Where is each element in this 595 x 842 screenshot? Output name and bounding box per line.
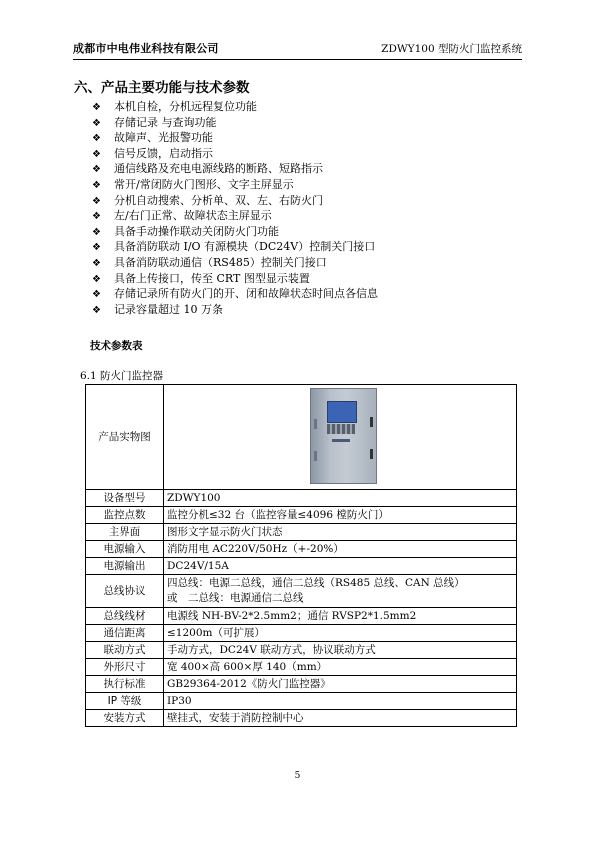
- list-item: [92, 208, 378, 224]
- row-value: 电源线 NH-BV-2*2.5mm2；通信 RVSP2*1.5mm2: [164, 608, 517, 625]
- row-value: 图形文字显示防火门状态: [164, 524, 517, 541]
- list-item: [92, 224, 378, 240]
- feature-text: 分机自动搜索、分析单、双、左、右防火门: [114, 193, 323, 207]
- feature-text: 通信线路及充电电源线路的断路、短路指示: [114, 162, 323, 176]
- list-item: [92, 239, 378, 255]
- row-value: ≤1200m（可扩展）: [164, 625, 517, 642]
- table-row: [86, 575, 517, 608]
- row-value: 壁挂式，安装于消防控制中心: [164, 710, 517, 727]
- feature-text: 存储记录所有防火门的开、闭和故障状态时间点各信息: [114, 287, 378, 301]
- table-row: [86, 642, 517, 659]
- row-value: [164, 575, 517, 608]
- diamond-bullet-icon: ❖: [92, 289, 101, 301]
- row-label: 主界面: [86, 524, 164, 541]
- section-title: 六、产品主要功能与技术参数: [74, 80, 250, 96]
- diamond-bullet-icon: ❖: [92, 117, 101, 129]
- keypad-icon: [327, 424, 355, 434]
- lock-icon: [370, 417, 373, 427]
- diamond-bullet-icon: ❖: [92, 133, 101, 145]
- list-item: [92, 99, 378, 115]
- table-row: [86, 558, 517, 575]
- row-value: 监控分机≤32 台（监控容量≤4096 樘防火门）: [164, 507, 517, 524]
- list-item: [92, 302, 378, 318]
- photo-label: 产品实物图: [86, 385, 164, 490]
- diamond-bullet-icon: ❖: [92, 257, 101, 269]
- list-item: [92, 193, 378, 209]
- list-item: [92, 255, 378, 271]
- row-label: 电源输出: [86, 558, 164, 575]
- lcd-screen-icon: [327, 401, 357, 423]
- row-value: 宽 400×高 600×厚 140（mm）: [164, 659, 517, 676]
- diamond-bullet-icon: ❖: [92, 242, 101, 254]
- table-row: [86, 693, 517, 710]
- row-value: ZDWY100: [164, 490, 517, 507]
- feature-text: 信号反馈，启动指示: [114, 146, 213, 160]
- row-label: 安装方式: [86, 710, 164, 727]
- list-item: [92, 177, 378, 193]
- hinge-icon: [314, 451, 317, 461]
- photo-cell: [164, 385, 517, 490]
- list-item: [92, 146, 378, 162]
- row-value-line: 四总线：电源二总线，通信二总线（RS485 总线、CAN 总线）: [167, 577, 465, 589]
- feature-text: 记录容量超过 10 万条: [114, 302, 223, 316]
- list-item: [92, 286, 378, 302]
- page-header: [73, 42, 522, 56]
- feature-list: [92, 99, 378, 317]
- diamond-bullet-icon: ❖: [92, 273, 101, 285]
- lock-icon: [370, 449, 373, 459]
- feature-text: 左/右门正常、故障状态主屏显示: [114, 209, 272, 223]
- document-title: ZDWY100 型防火门监控系统: [381, 43, 522, 55]
- row-value: DC24V/15A: [164, 558, 517, 575]
- row-label: 联动方式: [86, 642, 164, 659]
- spec-table: [85, 384, 517, 727]
- row-label: 监控点数: [86, 507, 164, 524]
- table-row-photo: [86, 385, 517, 490]
- feature-text: 故障声、光报警功能: [114, 131, 213, 145]
- diamond-bullet-icon: ❖: [92, 164, 101, 176]
- diamond-bullet-icon: ❖: [92, 179, 101, 191]
- table-row: [86, 507, 517, 524]
- table-caption: 6.1 防火门监控器: [80, 370, 164, 382]
- row-value: GB29364-2012《防火门监控器》: [164, 676, 517, 693]
- table-row: [86, 676, 517, 693]
- hinge-icon: [314, 419, 317, 429]
- table-row: [86, 710, 517, 727]
- diamond-bullet-icon: ❖: [92, 102, 101, 113]
- row-label: 总线协议: [86, 575, 164, 608]
- page-number: 5: [294, 771, 301, 781]
- diamond-bullet-icon: ❖: [92, 226, 101, 238]
- row-value: 手动方式，DC24V 联动方式，协议联动方式: [164, 642, 517, 659]
- params-heading: 技术参数表: [90, 340, 143, 352]
- feature-text: 本机自检，分机远程复位功能: [114, 100, 257, 113]
- diamond-bullet-icon: ❖: [92, 195, 101, 207]
- feature-text: 具备消防联动 I/O 有源模块（DC24V）控制关门接口: [114, 240, 376, 254]
- table-row: [86, 524, 517, 541]
- feature-text: 具备手动操作联动关闭防火门功能: [114, 224, 279, 238]
- diamond-bullet-icon: ❖: [92, 148, 101, 160]
- company-name: 成都市中电伟业科技有限公司: [73, 42, 219, 55]
- header-rule: [73, 59, 522, 60]
- row-label: 执行标准: [86, 676, 164, 693]
- list-item: [92, 130, 378, 146]
- fire-door-monitor-cabinet-image: [310, 388, 377, 484]
- feature-text: 具备上传接口，传至 CRT 图型显示装置: [114, 271, 310, 285]
- diamond-bullet-icon: ❖: [92, 211, 101, 223]
- row-value: IP30: [164, 693, 517, 710]
- table-row: [86, 608, 517, 625]
- table-row: [86, 541, 517, 558]
- feature-text: 常开/常闭防火门图形、文字主屏显示: [114, 177, 294, 191]
- table-row: [86, 625, 517, 642]
- row-label: 设备型号: [86, 490, 164, 507]
- nameplate-icon: [332, 439, 350, 442]
- row-value-line: 或 二总线：电源通信二总线: [167, 592, 304, 604]
- product-photo: [167, 385, 513, 489]
- table-row: [86, 659, 517, 676]
- row-label: IP 等级: [86, 693, 164, 710]
- table-row: [86, 490, 517, 507]
- list-item: [92, 271, 378, 287]
- row-value: 消防用电 AC220V/50Hz（+-20%）: [164, 541, 517, 558]
- row-label: 总线线材: [86, 608, 164, 625]
- list-item: [92, 161, 378, 177]
- row-label: 电源输入: [86, 541, 164, 558]
- diamond-bullet-icon: ❖: [92, 304, 101, 316]
- row-label: 通信距离: [86, 625, 164, 642]
- feature-text: 存储记录 与查询功能: [114, 115, 217, 129]
- row-label: 外形尺寸: [86, 659, 164, 676]
- list-item: [92, 115, 378, 131]
- feature-text: 具备消防联动通信（RS485）控制关门接口: [114, 255, 327, 269]
